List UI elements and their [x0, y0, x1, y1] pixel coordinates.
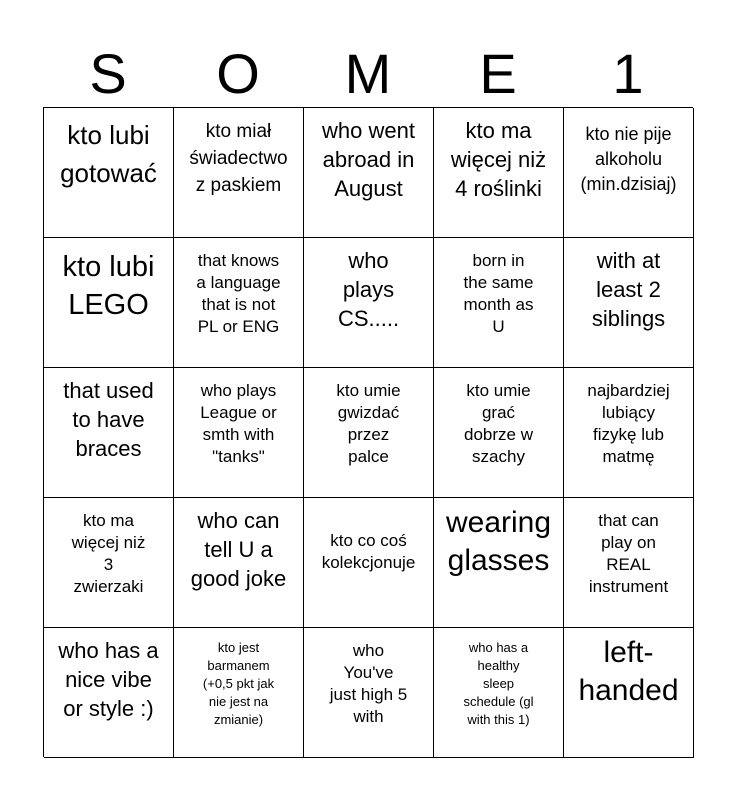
bingo-grid	[43, 107, 693, 757]
bingo-cell[interactable]	[304, 108, 434, 238]
bingo-cell[interactable]	[434, 108, 564, 238]
bingo-cell[interactable]	[564, 108, 694, 238]
bingo-cell-text: that knows a language that is not PL or ENG	[196, 251, 281, 336]
bingo-cell-text: kto ma więcej niż 4 roślinki	[450, 118, 547, 201]
bingo-cell-text: with at least 2 siblings	[591, 248, 666, 331]
bingo-cell-text: kto lubi gotować	[60, 120, 157, 188]
bingo-cell-text: that used to have braces	[63, 378, 154, 461]
bingo-cell-text: born in the same month as U	[463, 251, 534, 336]
bingo-cell[interactable]	[304, 368, 434, 498]
bingo-cell-text: kto nie pije alkoholu (min.dzisiaj)	[580, 124, 677, 194]
bingo-cell-text: kto lubi LEGO	[62, 251, 155, 321]
header-letter-2: O	[216, 42, 260, 105]
bingo-cell[interactable]	[44, 108, 174, 238]
bingo-cell-text: who plays League or smth with "tanks"	[200, 381, 277, 466]
bingo-cell[interactable]	[44, 498, 174, 628]
bingo-header	[43, 40, 693, 108]
bingo-cell-text: who You've just high 5 with	[329, 641, 408, 726]
bingo-cell-text: who has a nice vibe or style :)	[58, 638, 159, 721]
bingo-cell-text: who plays CS.....	[337, 248, 400, 331]
bingo-cell-text: kto ma więcej niż 3 zwierzaki	[71, 511, 146, 596]
bingo-cell-text: kto co coś kolekcjonuje	[321, 531, 416, 572]
bingo-cell[interactable]	[434, 368, 564, 498]
bingo-cell-text: left- handed	[578, 636, 679, 707]
header-letter-3: M	[344, 42, 392, 105]
bingo-cell-text: kto miał świadectwo z paskiem	[189, 121, 288, 196]
header-letter-4: E	[479, 42, 517, 105]
bingo-cell[interactable]	[174, 368, 304, 498]
bingo-cell[interactable]	[44, 368, 174, 498]
bingo-cell[interactable]	[564, 628, 694, 758]
bingo-cell[interactable]	[564, 498, 694, 628]
bingo-cell[interactable]	[434, 498, 564, 628]
bingo-cell[interactable]	[564, 368, 694, 498]
bingo-cell[interactable]	[44, 628, 174, 758]
bingo-cell[interactable]	[304, 628, 434, 758]
bingo-cell[interactable]	[44, 238, 174, 368]
bingo-cell-text: who has a healthy sleep schedule (gl with this 1)	[463, 640, 534, 727]
bingo-cell-text: who can tell U a good joke	[190, 508, 287, 591]
bingo-cell[interactable]	[434, 628, 564, 758]
bingo-cell-text: kto umie gwizdać przez palce	[336, 381, 401, 466]
bingo-cell[interactable]	[304, 498, 434, 628]
bingo-cell-text: wearing glasses	[445, 506, 552, 577]
bingo-cell[interactable]	[174, 628, 304, 758]
bingo-cell-text: kto umie grać dobrze w szachy	[464, 381, 533, 466]
bingo-cell[interactable]	[304, 238, 434, 368]
bingo-cell-text: that can play on REAL instrument	[588, 511, 669, 596]
header-letter-5: 1	[612, 42, 644, 105]
bingo-cell-text: who went abroad in August	[322, 118, 415, 201]
bingo-cell-text: najbardziej lubiący fizykę lub matmę	[587, 381, 670, 466]
bingo-cell[interactable]	[174, 238, 304, 368]
bingo-cell[interactable]	[564, 238, 694, 368]
bingo-cell[interactable]	[174, 498, 304, 628]
header-letter-1: S	[89, 42, 127, 105]
bingo-cell-text: kto jest barmanem (+0,5 pkt jak nie jest na zmianie)	[202, 640, 275, 727]
bingo-cell[interactable]	[434, 238, 564, 368]
bingo-cell[interactable]	[174, 108, 304, 238]
